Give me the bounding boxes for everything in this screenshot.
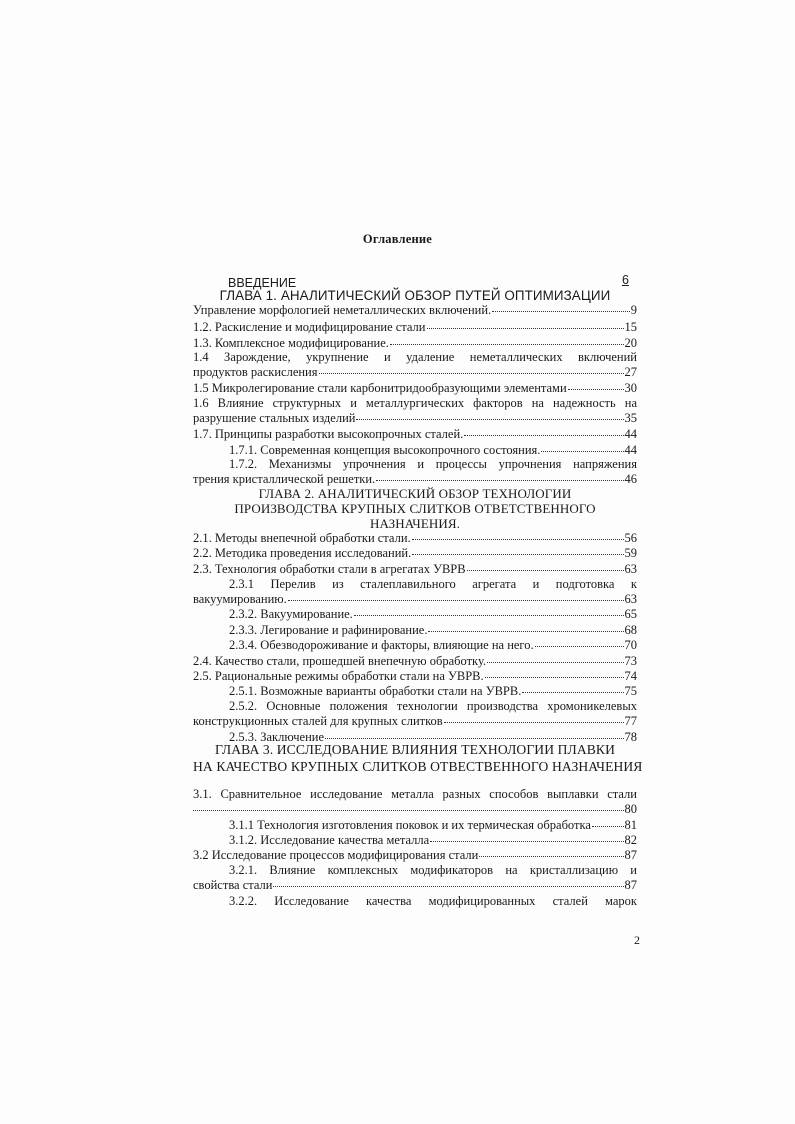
toc-introduction-label[interactable]: ВВЕДЕНИЕ (228, 276, 297, 290)
toc-entry[interactable]: свойства стали 87 (193, 878, 637, 892)
toc-entry[interactable]: конструкционных сталей для крупных слитков 77 (193, 714, 637, 728)
toc-entry[interactable]: вакуумированию. 63 (193, 592, 637, 606)
chapter-1-title[interactable]: ГЛАВА 1. АНАЛИТИЧЕСКИЙ ОБЗОР ПУТЕЙ ОПТИМИЗАЦИИ (219, 288, 611, 303)
toc-entry[interactable]: 1.3. Комплексное модифицирование. 20 (193, 336, 637, 350)
toc-entry-line[interactable]: 1.4 Зарождение, укрупнение и удаление неметаллических включений (193, 350, 637, 364)
toc-entry[interactable]: 2.3.2. Вакуумирование. 65 (229, 607, 637, 621)
toc-entry[interactable]: 2.1. Методы внепечной обработки стали. 56 (193, 531, 637, 545)
toc-entry[interactable]: трения кристаллической решетки. 46 (193, 472, 637, 486)
toc-entry[interactable]: 2.5.1. Возможные варианты обработки стали на УВРВ. 75 (229, 684, 637, 698)
toc-entry[interactable]: разрушение стальных изделий 35 (193, 411, 637, 425)
toc-entry[interactable]: 2.3.3. Легирование и рафинирование. 68 (229, 623, 637, 637)
chapter-2-title[interactable]: ПРОИЗВОДСТВА КРУПНЫХ СЛИТКОВ ОТВЕТСТВЕННОГО (234, 501, 596, 516)
toc-entry[interactable]: 2.4. Качество стали, прошедшей внепечную обработку. 73 (193, 654, 637, 668)
toc-entry[interactable]: 3.1.2. Исследование качества металла 82 (229, 833, 637, 847)
toc-entry-line[interactable]: 2.5.2. Основные положения технологии производства хромоникелевых (229, 699, 637, 713)
toc-introduction-page: 6 (622, 273, 629, 287)
toc-entry-line[interactable]: 2.3.1 Перелив из сталеплавильного агрегата и подготовка к (229, 577, 637, 591)
toc-entry[interactable]: 2.2. Методика проведения исследований. 59 (193, 546, 637, 560)
chapter-3-title[interactable]: НА КАЧЕСТВО КРУПНЫХ СЛИТКОВ ОТВЕСТВЕННОГО НАЗНАЧЕНИЯ (193, 759, 643, 774)
toc-entry[interactable]: Управление морфологией неметаллических включений. 9 (193, 303, 637, 317)
chapter-2-title[interactable]: ГЛАВА 2. АНАЛИТИЧЕСКИЙ ОБЗОР ТЕХНОЛОГИИ (258, 486, 572, 501)
toc-entry-line[interactable]: 3.2.2. Исследование качества модифицированных сталей марок (229, 894, 637, 908)
page-title: Оглавление (362, 232, 433, 246)
page-number: 2 (634, 933, 640, 947)
toc-entry[interactable]: 2.5. Рациональные режимы обработки стали на УВРВ. 74 (193, 669, 637, 683)
toc-entry-line[interactable]: 3.2.1. Влияние комплексных модификаторов на кристаллизацию и (229, 863, 637, 877)
toc-entry[interactable]: 1.7. Принципы разработки высокопрочных сталей. 44 (193, 427, 637, 441)
toc-entry-line[interactable]: 1.7.2. Механизмы упрочнения и процессы упрочнения напряжения (229, 457, 637, 471)
toc-entry[interactable]: 2.3.4. Обезводороживание и факторы, влияющие на него. 70 (229, 638, 637, 652)
toc-entry-line[interactable]: 3.1. Сравнительное исследование металла разных способов выплавки стали (193, 787, 637, 801)
toc-entry[interactable]: 2.5.3. Заключение 78 (229, 730, 637, 744)
toc-entry[interactable]: 1.2. Раскисление и модифицирование стали 15 (193, 320, 637, 334)
toc-entry[interactable]: 80 (193, 802, 637, 817)
toc-entry[interactable]: 3.2 Исследование процессов модифицирования стали 87 (193, 848, 637, 862)
chapter-3-title[interactable]: ГЛАВА 3. ИССЛЕДОВАНИЕ ВЛИЯНИЯ ТЕХНОЛОГИИ ПЛАВКИ (214, 742, 616, 757)
toc-entry-line[interactable]: 1.6 Влияние структурных и металлургических факторов на надежность на (193, 396, 637, 410)
toc-entry[interactable]: 3.1.1 Технология изготовления поковок и их термическая обработка 81 (229, 818, 637, 832)
toc-entry[interactable]: 1.7.1. Современная концепция высокопрочного состояния. 44 (229, 443, 637, 457)
chapter-2-title[interactable]: НАЗНАЧЕНИЯ. (370, 516, 460, 531)
toc-entry[interactable]: продуктов раскисления 27 (193, 365, 637, 379)
toc-entry[interactable]: 1.5 Микролегирование стали карбонитридообразующими элементами 30 (193, 381, 637, 395)
toc-entry[interactable]: 2.3. Технология обработки стали в агрегатах УВРВ 63 (193, 562, 637, 576)
